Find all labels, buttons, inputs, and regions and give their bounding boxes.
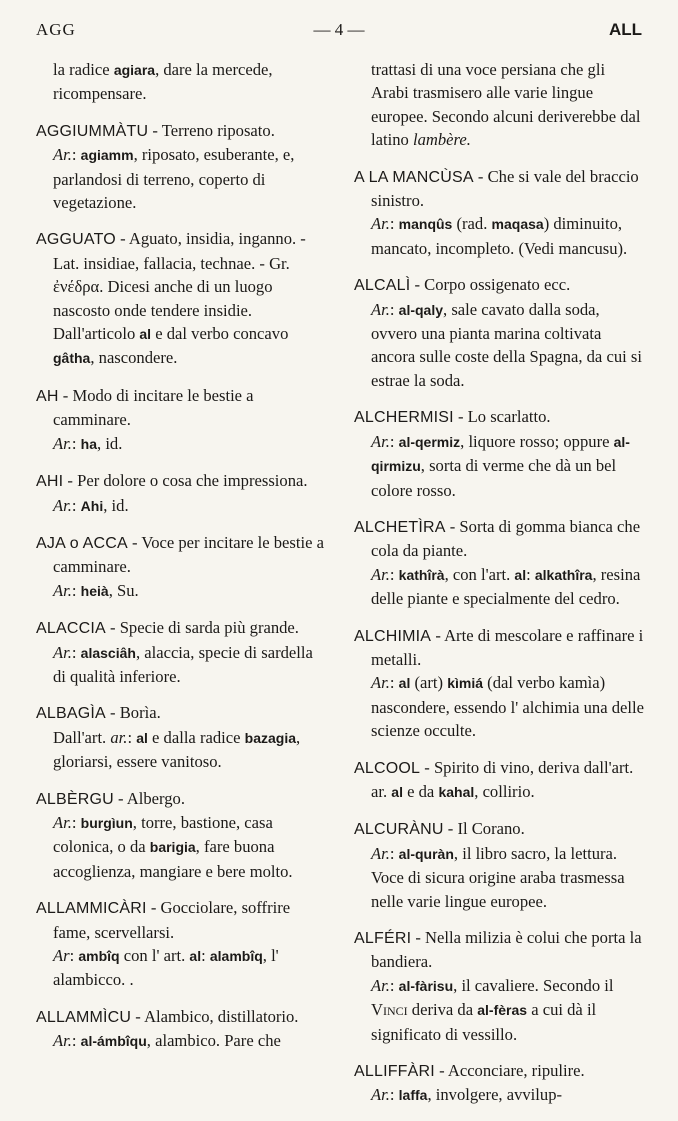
headword: ALLAMMÌCU	[36, 1008, 132, 1026]
entry-albergu: ALBÈRGU - Albergo. Ar.: burgìun, torre, bastione, casa colonica, o da barigia, fare buona accoglienza, mangiare e bere molto.	[36, 788, 293, 881]
entry-continuation: trattasi di una voce persiana che gli Arabi trasmisero alle varie lingue europee. Secondo alcuni deriverebbe dal latino lambère.	[371, 60, 641, 150]
headword: ALACCIA	[36, 620, 106, 638]
headword: AGGIUMMÀTU	[36, 122, 149, 140]
page-number: — 4 —	[313, 20, 365, 39]
headword: ALCOOL	[354, 759, 421, 777]
entry-alcool: ALCOOL - Spirito di vino, deriva dall'art. ar. al e da kahal, collirio.	[354, 757, 634, 801]
headword: ALLIFFÀRI	[354, 1063, 435, 1081]
headword: ALCHIMIA	[354, 627, 432, 645]
entry-ah: AH - Modo di incitare le bestie a camminare. Ar.: ha, id.	[36, 385, 254, 453]
left-column	[36, 58, 324, 1067]
headword: A LA MANCÙSA	[354, 168, 474, 186]
entry-albagia: ALBAGÌA - Borìa. Dall'art. ar.: al e dalla radice bazagia, gloriarsi, essere vanitoso.	[36, 703, 301, 772]
headword: AGGUATO	[36, 231, 116, 249]
headword: ALBÈRGU	[36, 790, 114, 808]
right-column	[354, 58, 646, 1121]
entry-aggiummatu: AGGIUMMÀTU - Terreno riposato. Ar.: agiamm, riposato, esuberante, e, parlandosi di terreno, coperto di vegetazione.	[36, 120, 295, 213]
entry-continuation: la radice agiara, dare la mercede, ricompensare.	[53, 60, 273, 104]
headword: AJA o ACCA	[36, 534, 128, 552]
entry-alaccia: ALACCIA - Specie di sarda più grande. Ar.: alasciâh, alaccia, specie di sardella di qualità inferiore.	[36, 618, 313, 686]
headword: ALCALÌ	[354, 277, 411, 295]
headword: ALLAMMICÀRI	[36, 900, 147, 918]
entry-allammicu: ALLAMMÌCU - Alambico, distillatorio. Ar.: al-ámbîqu, alambico. Pare che	[36, 1006, 299, 1051]
entry-alferi: ALFÉRI - Nella milizia è colui che porta la bandiera. Ar.: al-fàrisu, il cavaliere. Secondo il Vinci deriva da al-fèras a cui dà il significato di vessillo.	[354, 928, 642, 1044]
entry-alcali: ALCALÌ - Corpo ossigenato ecc. Ar.: al-qaly, sale cavato dalla soda, ovvero una pianta marina coltivata ancora sulle coste della Spagna, da cui si estrae la soda.	[354, 275, 642, 390]
entry-a-la-mancusa: A LA MANCÙSA - Che si vale del braccio sinistro. Ar.: manqûs (rad. maqasa) diminuito, mancato, incompleto. (Vedi mancusu).	[354, 166, 639, 258]
entry-alliffari: ALLIFFÀRI - Acconciare, ripulire. Ar.: laffa, involgere, avvilup-	[354, 1061, 585, 1105]
headword: ALCURÀNU	[354, 821, 444, 839]
headword: AH	[36, 387, 59, 405]
entry-ahi: AHI - Per dolore o cosa che impressiona. Ar.: Ahi, id.	[36, 471, 308, 515]
entry-allammicari: ALLAMMICÀRI - Gocciolare, soffrire fame, scervellarsi. Ar: ambîq con l' art. al: alambîq, l' alambicco. .	[36, 898, 291, 990]
headword: AHI	[36, 473, 64, 491]
headword: ALFÉRI	[354, 930, 412, 947]
entry-alchimia: ALCHIMIA - Arte di mescolare e raffinare i metalli. Ar.: al (art) kìmiá (dal verbo kamìa) nascondere, essendo l' alchimia una delle scienze occulte.	[354, 625, 644, 741]
header-right-guide: ALL	[608, 20, 642, 39]
headword: ALCHETÌRA	[354, 518, 446, 536]
entry-alchetira: ALCHETÌRA - Sorta di gomma bianca che cola da piante. Ar.: kathîrà, con l'art. al: alkathîra, resina delle piante e specialmente del cedro.	[354, 516, 641, 609]
header-left-guide: AGG	[36, 20, 76, 39]
entry-agguato: AGGUATO - Aguato, insidia, inganno. - Lat. insidiae, fallacia, technae. - Gr. ἐνέδρα. Dicesi anche di un luogo nascosto onde tendere insidie. Dall'articolo al e dal verbo concavo gâtha, nascondere.	[36, 229, 306, 368]
entry-aja: AJA o ACCA - Voce per incitare le bestie a camminare. Ar.: heià, Su.	[36, 532, 324, 600]
page-header	[32, 16, 646, 44]
entry-alchermisi: ALCHERMISI - Lo scarlatto. Ar.: al-qermiz, liquore rosso; oppure al-qirmizu, sorta di verme che dà un bel colore rosso.	[354, 407, 630, 500]
headword: ALCHERMISI	[354, 409, 454, 427]
entry-alcuranu: ALCURÀNU - Il Corano. Ar.: al-quràn, il libro sacro, la lettura. Voce di sicura origine araba trasmessa nelle varie lingue europee.	[354, 819, 625, 911]
headword: ALBAGÌA	[36, 705, 106, 723]
